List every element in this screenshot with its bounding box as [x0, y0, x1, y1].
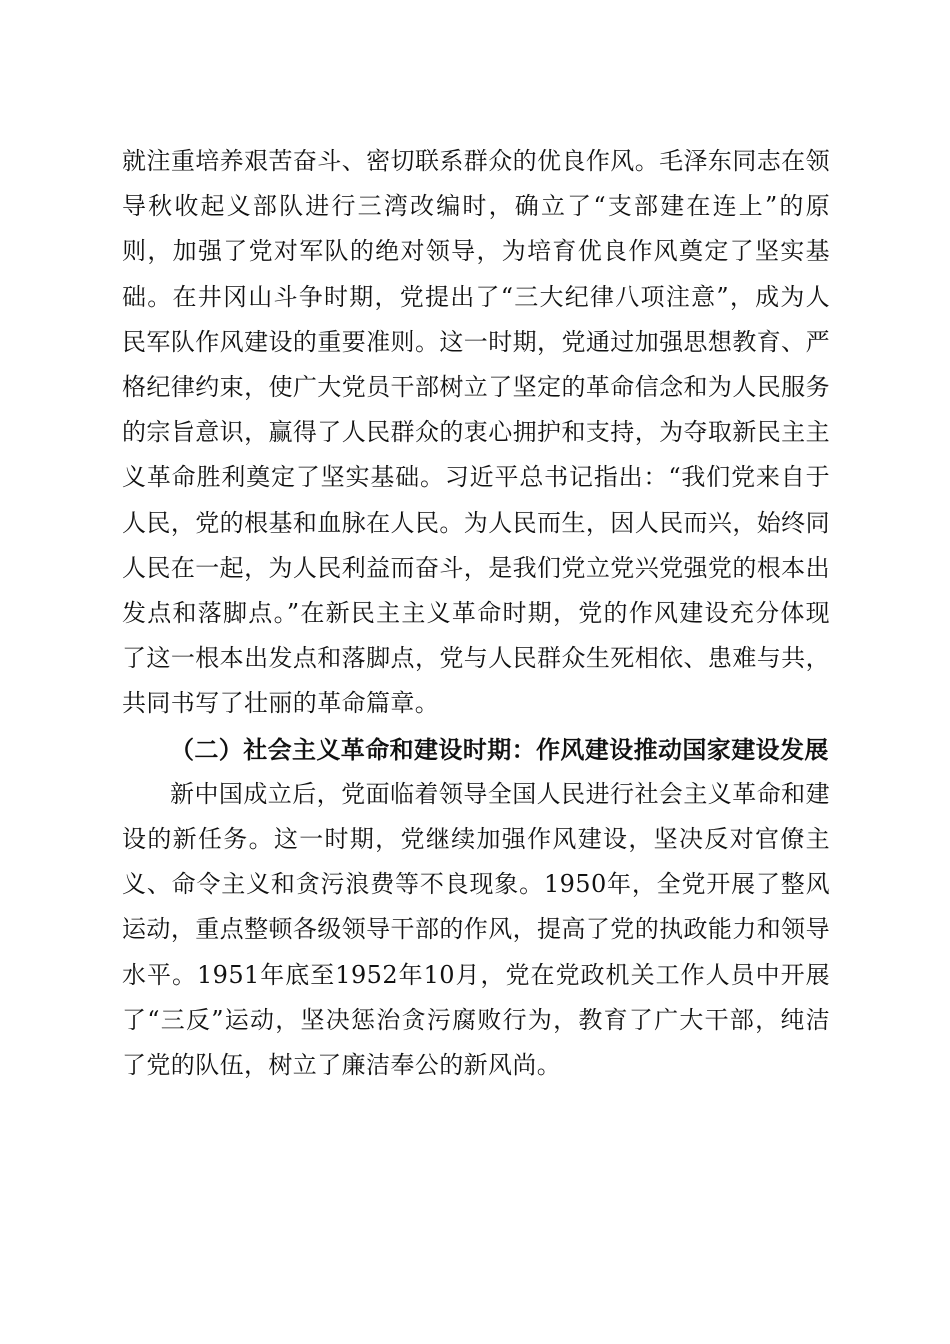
paragraph-continuation: 就注重培养艰苦奋斗、密切联系群众的优良作风。毛泽东同志在领导秋收起义部队进行三湾改编时，确立了“支部建在连上”的原则，加强了党对军队的绝对领导，为培育优良作风奠定了坚实基础。在井冈山斗争时期，党提出了“三大纪律八项注意”，成为人民军队作风建设的重要准则。这一时期，党通过加强思想教育、严格纪律约束，使广大党员干部树立了坚定的革命信念和为人民服务的宗旨意识，赢得了人民群众的衷心拥护和支持，为夺取新民主主义革命胜利奠定了坚实基础。习近平总书记指出：“我们党来自于人民，党的根基和血脉在人民。为人民而生，因人民而兴，始终同人民在一起，为人民利益而奋斗，是我们党立党兴党强党的根本出发点和落脚点。”在新民主主义革命时期，党的作风建设充分体现了这一根本出发点和落脚点，党与人民群众生死相依、患难与共，共同书写了壮丽的革命篇章。: [122, 147, 830, 718]
document-body: [122, 139, 830, 1088]
section-heading: （二）社会主义革命和建设时期：作风建设推动国家建设发展: [170, 734, 829, 764]
paragraph-new-china: 新中国成立后，党面临着领导全国人民进行社会主义革命和建设的新任务。这一时期，党继续加强作风建设，坚决反对官僚主义、命令主义和贪污浪费等不良现象。1950年，全党开展了整风运动，重点整顿各级领导干部的作风，提高了党的执政能力和领导水平。1951年底至1952年10月，党在党政机关工作人员中开展了“三反”运动，坚决惩治贪污腐败行为，教育了广大干部，纯洁了党的队伍，树立了廉洁奉公的新风尚。: [122, 779, 830, 1080]
